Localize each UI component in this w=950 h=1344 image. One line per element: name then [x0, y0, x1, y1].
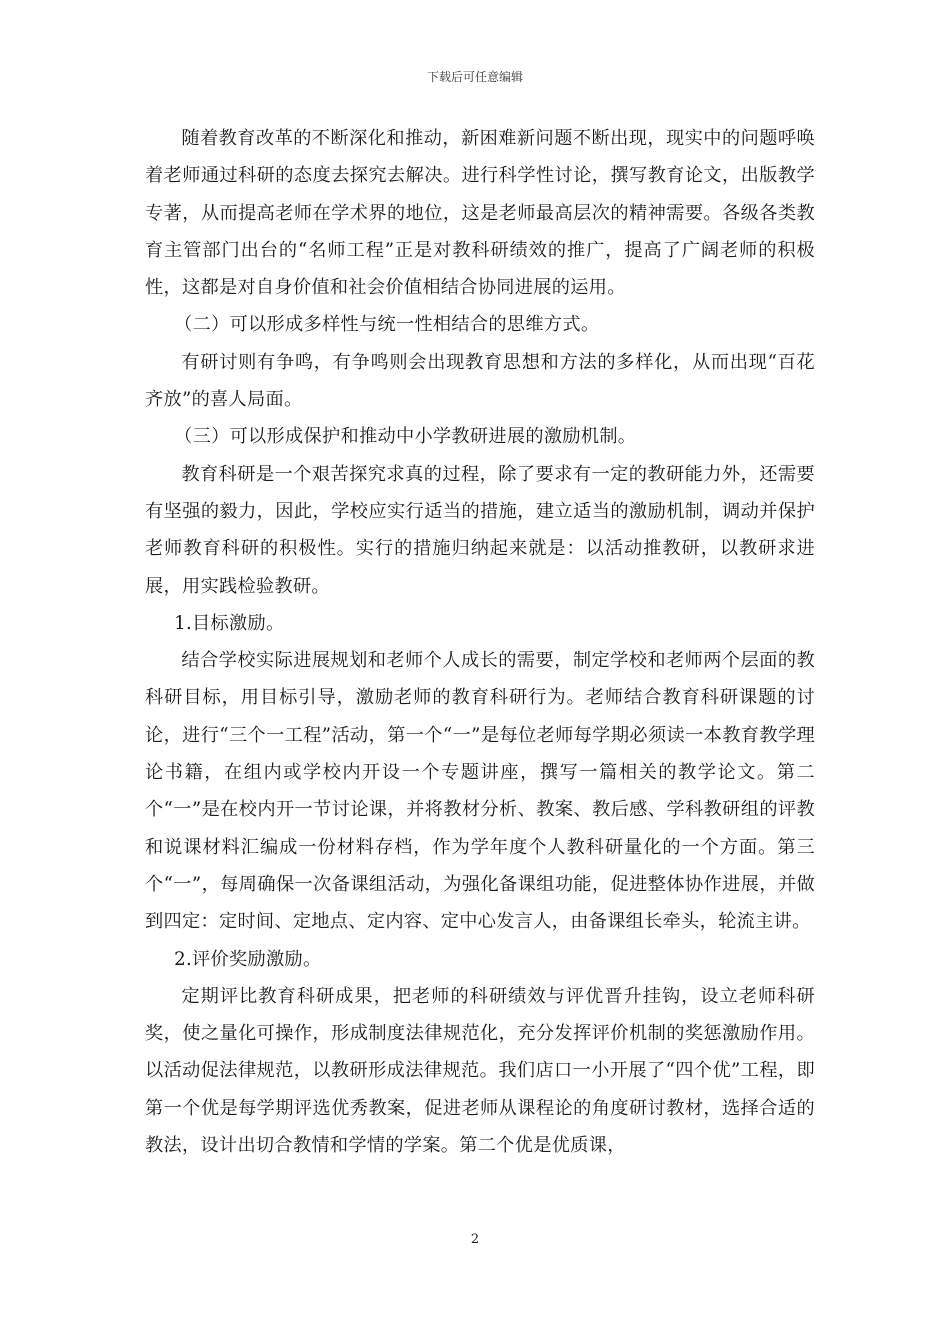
document-body — [145, 120, 815, 1164]
paragraph-3: 教育科研是一个艰苦探究求真的过程，除了要求有一定的教研能力外，还需要有坚强的毅力，因此，学校应实行适当的措施，建立适当的激励机制，调动并保护老师教育科研的积极性。实行的措施归纳起来就是：以活动推教研，以教研求进展，用实践检验教研。 — [145, 463, 815, 597]
paragraph-4: 结合学校实际进展规划和老师个人成长的需要，制定学校和老师两个层面的教科研目标，用目标引导，激励老师的教育科研行为。老师结合教育科研课题的讨论，进行“三个一工程”活动，第一个“一”是每位老师每学期必须读一本教育教学理论书籍，在组内或学校内开设一个专题讲座，撰写一篇相关的教学论文。第二个“一”是在校内开一节讨论课，并将教材分析、教案、教后感、学科教研组的评教和说课材料汇编成一份材料存档，作为学年度个人教科研量化的一个方面。第三个“一”，每周确保一次备课组活动，为强化备课组功能，促进整体协作进展，并做到四定：定时间、定地点、定内容、定中心发言人，由备课组长牵头，轮流主讲。 — [145, 650, 815, 933]
section-heading-2: （二）可以形成多样性与统一性相结合的思维方式。 — [174, 314, 600, 336]
paragraph-5: 定期评比教育科研成果，把老师的科研绩效与评优晋升挂钩，设立老师科研奖，使之量化可操作，形成制度法律规范化，充分发挥评价机制的奖惩激励作用。以活动促法律规范，以教研形成法律规范。我们店口一小开展了“四个优”工程，即第一个优是每学期评选优秀教案，促进老师从课程论的角度研讨教材，选择合适的教法，设计出切合教情和学情的学案。第二个优是优质课， — [145, 985, 815, 1157]
paragraph-1: 随着教育改革的不断深化和推动，新困难新问题不断出现，现实中的问题呼唤着老师通过科研的态度去探究去解决。进行科学性讨论，撰写教育论文，出版教学专著，从而提高老师在学术界的地位，这是老师最高层次的精神需要。各级各类教育主管部门出台的“名师工程”正是对教科研绩效的推广，提高了广阔老师的积极性，这都是对自身价值和社会价值相结合协同进展的运用。 — [145, 128, 815, 299]
page-number: 2 — [470, 1232, 480, 1247]
subheading-goal-incentive: 1.目标激励。 — [174, 612, 285, 634]
paragraph-2: 有研讨则有争鸣，有争鸣则会出现教育思想和方法的多样化，从而出现“百花齐放”的喜人局面。 — [145, 351, 815, 411]
section-heading-3: （三）可以形成保护和推动中小学教研进展的激励机制。 — [174, 426, 637, 448]
subheading-evaluation-incentive: 2.评价奖励激励。 — [174, 948, 322, 970]
page-header: 下载后可任意编辑 — [426, 70, 523, 84]
